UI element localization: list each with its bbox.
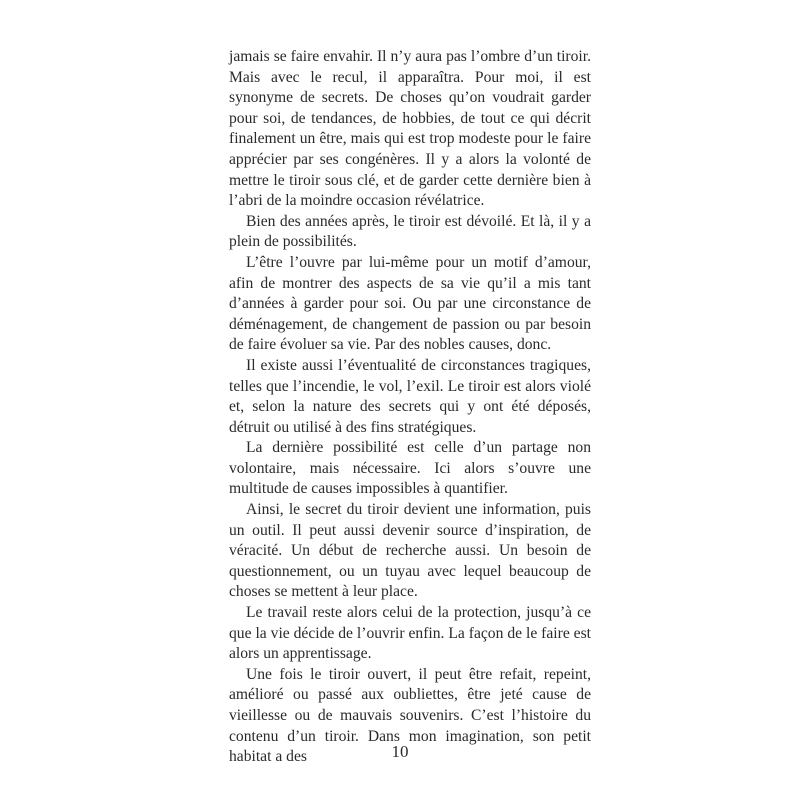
paragraph: L’être l’ouvre par lui-même pour un motif d’amour, afin de montrer des aspects de sa vie qu’il a mis tant d’années à garder pour soi. Ou par une circonstance de déménagement, de changement de passion ou par besoin de faire évoluer sa vie. Par des nobles causes, donc. [229, 253, 591, 354]
paragraph: Bien des années après, le tiroir est dévoilé. Et là, il y a plein de possibilités. [229, 212, 591, 251]
page-number: 10 [391, 742, 409, 761]
paragraph: Ainsi, le secret du tiroir devient une information, puis un outil. Il peut aussi devenir source d’inspiration, de véracité. Un début de recherche aussi. Un besoin de questionnement, ou un tuyau avec lequel beaucoup de choses se mettent à leur place. [229, 501, 591, 601]
paragraph: La dernière possibilité est celle d’un partage non volontaire, mais nécessaire. Ici alors s’ouvre une multitude de causes impossibles à quantifier. [229, 439, 591, 498]
paragraph-continued: jamais se faire envahir. Il n’y aura pas l’ombre d’un tiroir. Mais avec le recul, il apparaîtra. Pour moi, il est synonyme de secrets. De choses qu’on voudrait garder pour soi, de tendances, de hobbies, de tout ce qui décrit finalement un être, mais qui est trop modeste pour le faire apprécier par ses congénères. Il y a alors la volonté de mettre le tiroir sous clé, et de garder cette dernière bien à l’abri de la moindre occasion révélatrice. [229, 48, 591, 210]
paragraph: Le travail reste alors celui de la protection, jusqu’à ce que la vie décide de l’ouvrir enfin. La façon de le faire est alors un apprentissage. [229, 604, 591, 663]
body-text [229, 47, 591, 768]
paragraph: Il existe aussi l’éventualité de circonstances tragiques, telles que l’incendie, le vol, l’exil. Le tiroir est alors violé et, selon la nature des secrets qui y ont été déposés, détruit ou utilisé à des fins stratégiques. [229, 356, 591, 436]
paragraph: Une fois le tiroir ouvert, il peut être refait, repeint, amélioré ou passé aux oubliettes, être jeté cause de vieillesse ou de mauvais souvenirs. C’est l’histoire du contenu d’un tiroir. Dans mon imagination, son petit habitat a des [229, 665, 591, 766]
